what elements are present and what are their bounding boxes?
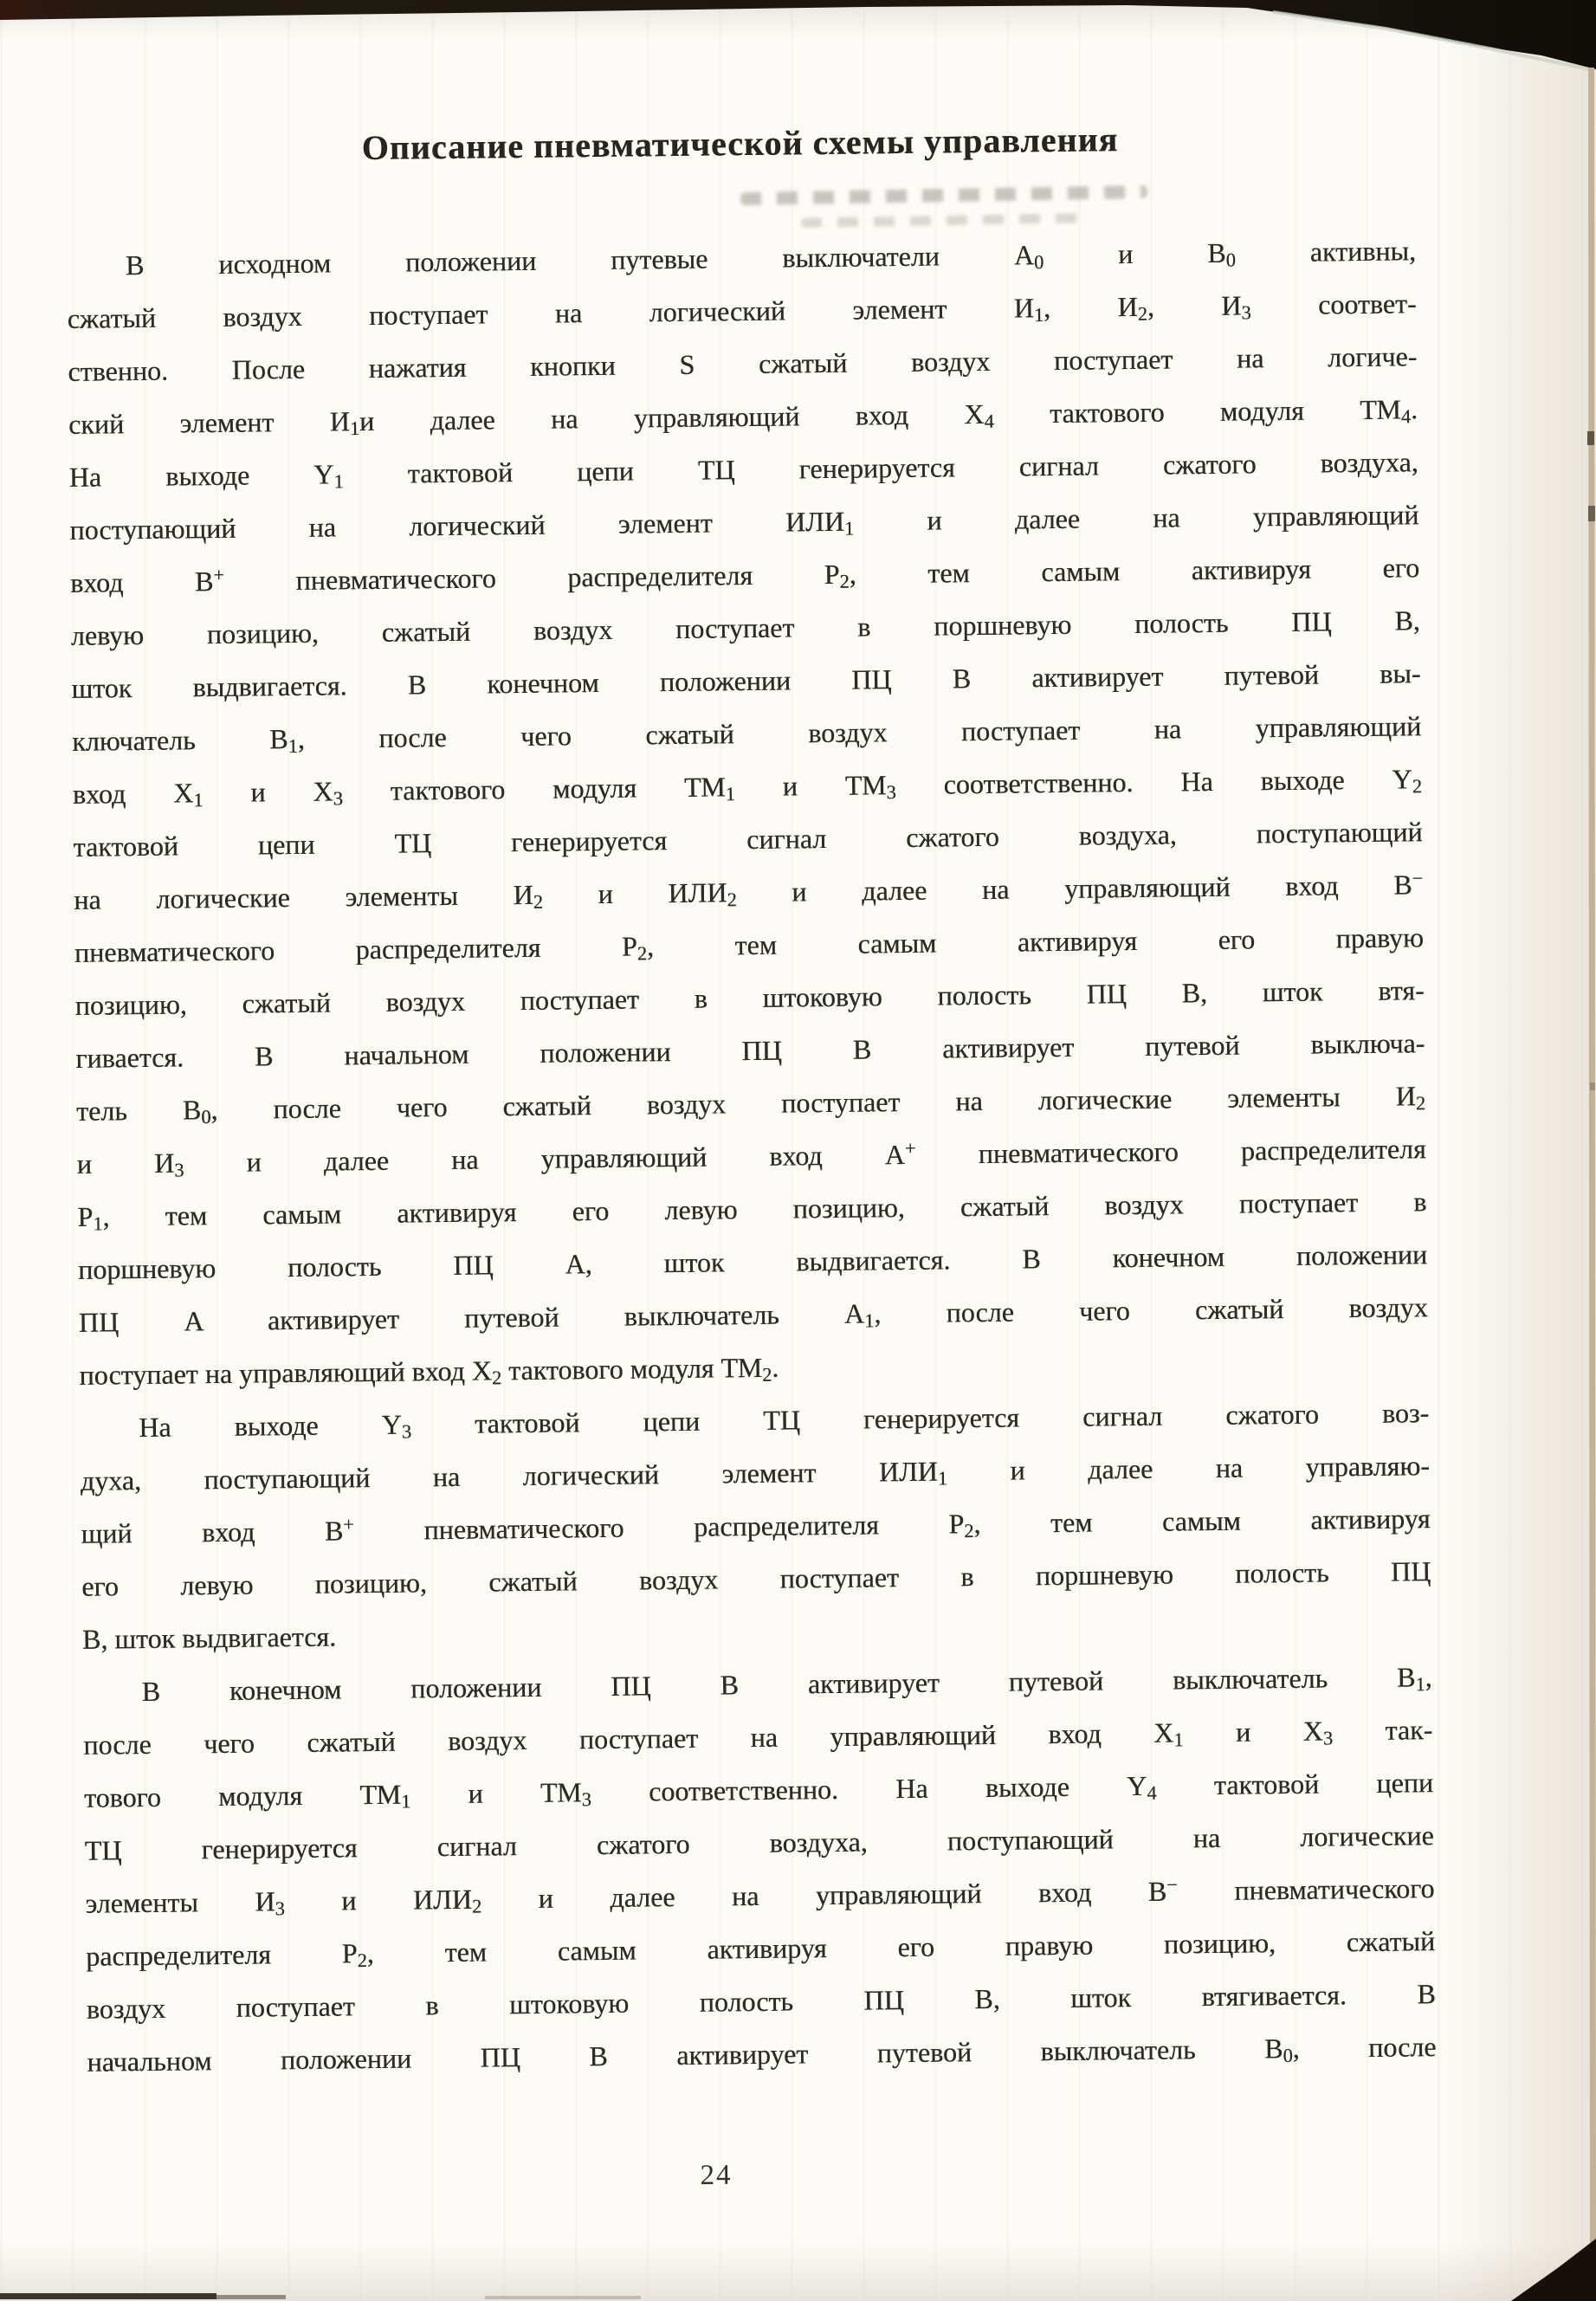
text-line: воздух поступает в штоковую полость ПЦ В, шток втягивается. В xyxy=(86,1978,1436,2025)
paragraph-3 xyxy=(82,1651,1436,2089)
text-line: ключатель $B_1$, после чего сжатый воздух поступает на управляющий xyxy=(72,710,1422,757)
text-line: поршневую полость ПЦ A, шток выдвигается. В конечном положении xyxy=(77,1238,1428,1285)
text-line: поступающий на логический элемент $ИЛИ_1$ и далее на управляющий xyxy=(69,499,1419,546)
text-line: начальном положении ПЦ В активирует путевой выключатель $B_0$, после xyxy=(87,2031,1437,2078)
text-line: поступает на управляющий вход $X_2$ тактового модуля $ТМ_2$. xyxy=(79,1351,779,1391)
text-line: На выходе $Y_1$ тактовой цепи ТЦ генерируется сигнал сжатого воздуха, xyxy=(68,446,1418,493)
text-line: тактовой цепи ТЦ генерируется сигнал сжатого воздуха, поступающий xyxy=(73,816,1423,863)
text-line: распределителя $P_2$, тем самым активируя его правую позицию, сжатый xyxy=(85,1925,1436,1972)
text-line: гивается. В начальном положении ПЦ В активирует путевой выключа- xyxy=(75,1027,1425,1074)
paragraph-1 xyxy=(67,224,1429,1402)
text-line: В исходном положении путевые выключатели $A_0$ и $B_0$ активны, xyxy=(125,235,1417,281)
text-line: В конечном положении ПЦ В активирует путевой выключатель $B_1$, xyxy=(141,1661,1432,1708)
paragraph-2 xyxy=(80,1386,1431,1666)
text-line: ПЦ A активирует путевой выключатель $A_1$, после чего сжатый воздух xyxy=(78,1291,1428,1338)
page-text xyxy=(65,113,1437,2089)
document-title: Описание пневматической схемы управления xyxy=(361,120,1119,168)
text-line: тель $B_0$, после чего сжатый воздух поступает на логические элементы $И_2$ xyxy=(75,1080,1426,1128)
text-line: духа, поступающий на логический элемент $ИЛИ_1$ и далее на управляю- xyxy=(80,1450,1431,1496)
text-line: В, шток выдвигается. xyxy=(81,1620,337,1655)
text-line: $P_1$, тем самым активируя его левую позицию, сжатый воздух поступает в xyxy=(77,1186,1427,1235)
text-line: ТЦ генерируется сигнал сжатого воздуха, поступающий на логические xyxy=(84,1819,1434,1866)
text-line: ственно. После нажатия кнопки S сжатый воздух поступает на логиче- xyxy=(68,340,1418,387)
text-line: на логические элементы $И_2$ и $ИЛИ_2$ и далее на управляющий вход B− xyxy=(74,867,1424,915)
page-number: 24 xyxy=(700,2159,733,2192)
text-line: позицию, сжатый воздух поступает в штоковую полость ПЦ В, шток втя- xyxy=(74,974,1425,1021)
text-line: вход $X_1$ и $X_3$ тактового модуля $ТМ_1$ и $ТМ_3$ соответственно. На выходе $Y_2$ xyxy=(72,763,1423,811)
text-line: и $И_3$ и далее на управляющий вход A+ пневматического распределителя xyxy=(76,1133,1426,1181)
text-line: его левую позицию, сжатый воздух поступает в поршневую полость ПЦ xyxy=(81,1555,1431,1602)
text-line: щий вход B+ пневматического распределителя $P_2$, тем самым активируя xyxy=(81,1503,1431,1549)
text-line: после чего сжатый воздух поступает на управляющий вход $X_1$ и $X_3$ так- xyxy=(83,1714,1433,1761)
text-line: элементы $И_3$ и $ИЛИ_2$ и далее на управляющий вход B− пневматического xyxy=(85,1872,1435,1920)
text-line: вход B+ пневматического распределителя $P_2$, тем самым активируя его xyxy=(69,552,1420,598)
text-line: сжатый воздух поступает на логический элемент $И_1$, $И_2$, $И_3$ соответ- xyxy=(67,288,1417,334)
text-line: тового модуля $ТМ_1$ и $ТМ_3$ соответственно. На выходе $Y_4$ тактовой цепи xyxy=(83,1767,1434,1813)
text-line: На выходе $Y_3$ тактовой цепи ТЦ генерируется сигнал сжатого воз- xyxy=(139,1397,1430,1444)
text-line: пневматического распределителя $P_2$, тем самым активируя его правую xyxy=(74,921,1425,968)
text-line: левую позицию, сжатый воздух поступает в поршневую полость ПЦ В, xyxy=(70,604,1420,651)
text-line: ский элемент $И_1и$ далее на управляющий вход $X_4$ тактового модуля $ТМ_4$. xyxy=(68,393,1418,440)
text-line: шток выдвигается. В конечном положении ПЦ В активирует путевой вы- xyxy=(71,657,1421,704)
